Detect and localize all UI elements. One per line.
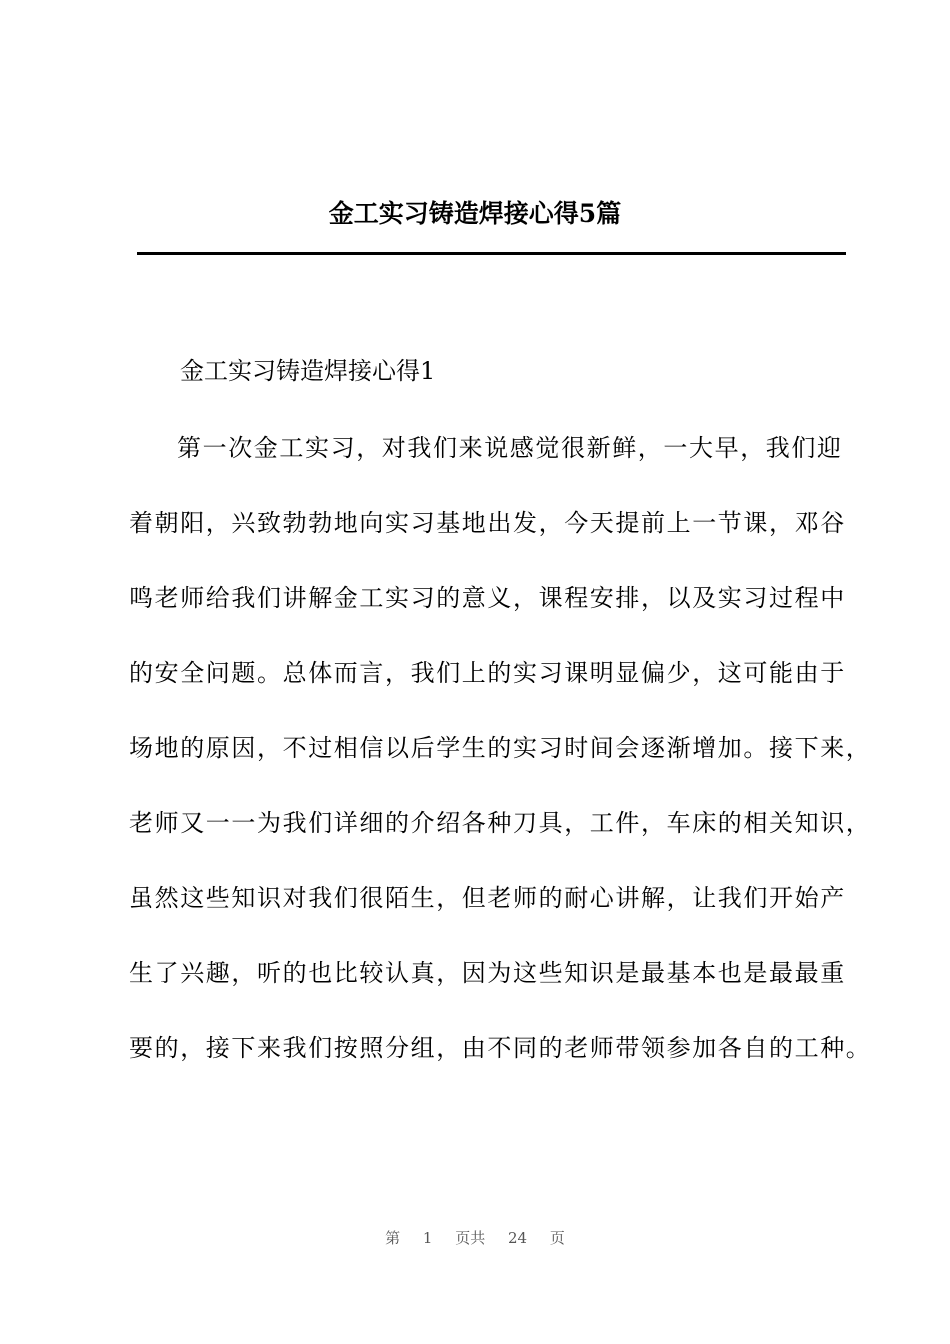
footer-page-prefix: 第 bbox=[385, 1229, 401, 1247]
body-line: 虽然这些知识对我们很陌生，但老师的耐心讲解，让我们开始产 bbox=[129, 884, 846, 912]
title-divider bbox=[137, 252, 846, 255]
footer-page-suffix: 页 bbox=[549, 1229, 565, 1247]
body-line: 第一次金工实习，对我们来说感觉很新鲜，一大早，我们迎 bbox=[177, 434, 843, 462]
section-heading: 金工实习铸造焊接心得1 bbox=[180, 357, 436, 385]
body-line: 鸣老师给我们讲解金工实习的意义，课程安排，以及实习过程中 bbox=[129, 584, 846, 612]
page-number-footer bbox=[0, 1226, 950, 1250]
footer-page-mid: 页共 bbox=[455, 1229, 486, 1247]
footer-page-number: 1 bbox=[422, 1229, 433, 1247]
body-line: 生了兴趣，听的也比较认真，因为这些知识是最基本也是最最重 bbox=[129, 959, 846, 987]
body-line: 场地的原因，不过相信以后学生的实习时间会逐渐增加。接下来， bbox=[129, 734, 872, 762]
body-line: 老师又一一为我们详细的介绍各种刀具，工件，车床的相关知识， bbox=[129, 809, 872, 837]
body-paragraph bbox=[129, 423, 872, 1098]
body-line: 的安全问题。总体而言，我们上的实习课明显偏少，这可能由于 bbox=[129, 659, 846, 687]
body-line: 要的，接下来我们按照分组，由不同的老师带领参加各自的工种。 bbox=[129, 1034, 872, 1062]
footer-page-total: 24 bbox=[508, 1229, 528, 1247]
document-title: 金工实习铸造焊接心得5篇 bbox=[328, 199, 622, 228]
body-line: 着朝阳，兴致勃勃地向实习基地出发，今天提前上一节课，邓谷 bbox=[129, 509, 846, 537]
